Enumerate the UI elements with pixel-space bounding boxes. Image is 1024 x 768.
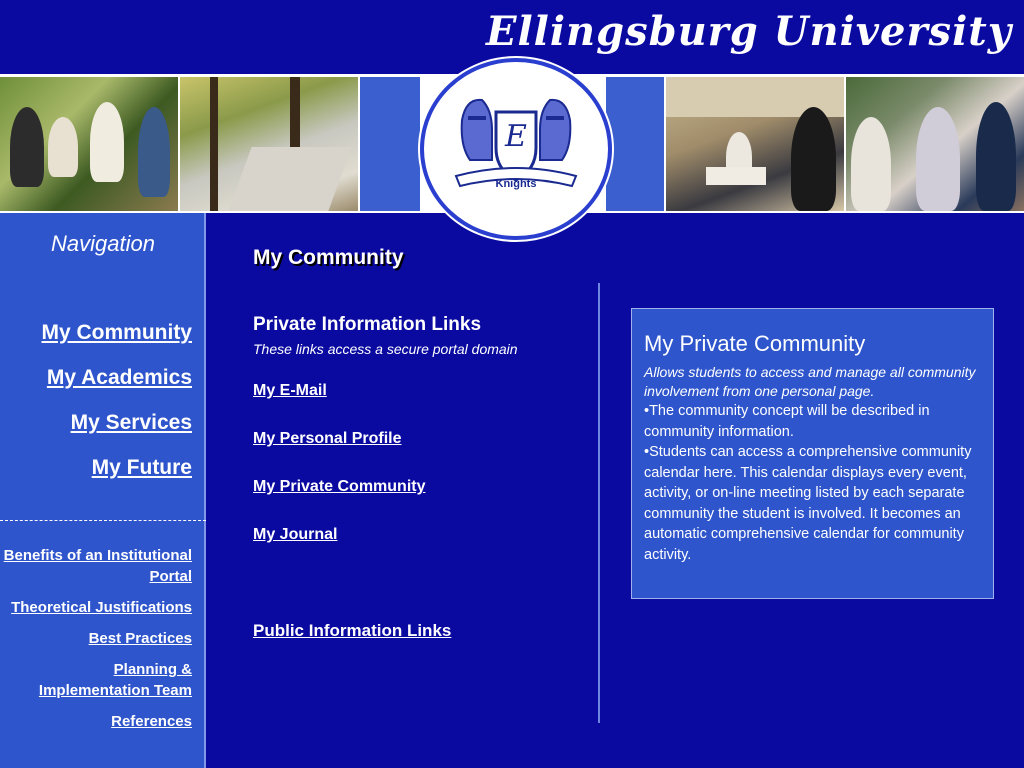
- campus-walkway-photo: [180, 77, 358, 211]
- info-box-bullet: •The community concept will be described in community information.: [644, 403, 930, 440]
- info-box-bullet: •Students can access a comprehensive community calendar here. This calendar displays every event, activity, or on-line meeting listed by each separate community the student is involved. It becomes an automatic comprehensive calendar for community activity.: [644, 444, 972, 563]
- nav-link-best-practices[interactable]: Best Practices: [88, 630, 192, 647]
- nav-link-benefits[interactable]: Benefits of an Institutional Portal: [3, 547, 192, 585]
- nav-link-my-community[interactable]: My Community: [41, 321, 192, 344]
- private-links-subtitle: These links access a secure portal domain: [253, 341, 518, 357]
- my-personal-profile-link[interactable]: My Personal Profile: [253, 430, 402, 447]
- students-on-lawn-photo: [0, 77, 178, 211]
- blue-panel: [606, 77, 664, 211]
- knights-shield-icon: [452, 90, 580, 190]
- university-logo: [420, 58, 612, 240]
- my-journal-link[interactable]: My Journal: [253, 526, 338, 543]
- page-title: My Community: [253, 246, 404, 269]
- blue-panel: [360, 77, 420, 211]
- nav-divider: [0, 520, 206, 521]
- main-navigation: [41, 321, 192, 501]
- my-private-community-link[interactable]: My Private Community: [253, 478, 426, 495]
- info-box: [631, 308, 994, 599]
- students-crowd-photo: [846, 77, 1024, 211]
- public-information-links-link[interactable]: Public Information Links: [253, 621, 452, 640]
- nav-link-my-services[interactable]: My Services: [70, 411, 192, 434]
- private-links-heading: Private Information Links: [253, 314, 482, 335]
- nav-link-my-future[interactable]: My Future: [91, 456, 192, 479]
- sidebar: [0, 213, 206, 768]
- info-box-description: Allows students to access and manage all community involvement from one personal page.: [644, 364, 976, 399]
- logo-banner-text: Knights: [495, 178, 537, 190]
- content-divider: [598, 283, 600, 723]
- nav-link-theoretical-justifications[interactable]: Theoretical Justifications: [11, 599, 192, 616]
- nav-link-my-academics[interactable]: My Academics: [46, 366, 192, 389]
- classroom-photo: [666, 77, 844, 211]
- university-title: Ellingsburg University: [485, 8, 1012, 55]
- info-box-title: My Private Community: [644, 331, 866, 356]
- secondary-navigation: [2, 545, 192, 742]
- my-email-link[interactable]: My E-Mail: [253, 382, 327, 399]
- navigation-heading: Navigation: [51, 231, 155, 256]
- logo-letter: E: [505, 119, 527, 154]
- nav-link-planning-team[interactable]: Planning & Implementation Team: [38, 661, 192, 699]
- nav-link-references[interactable]: References: [111, 713, 192, 730]
